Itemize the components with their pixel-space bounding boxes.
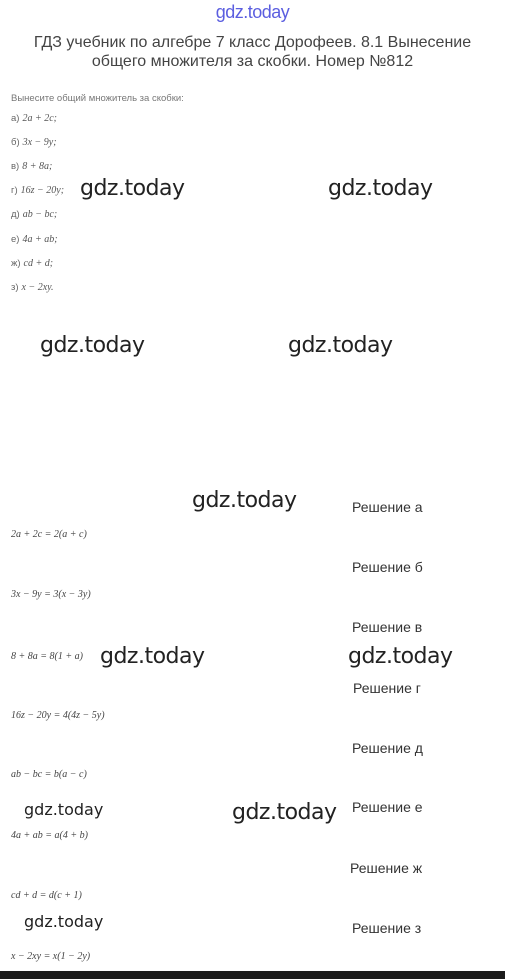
bottom-bar [0, 971, 505, 979]
solution-expression: x − 2xy = x(1 − 2y) [11, 951, 91, 962]
solution-heading: Решение е [352, 799, 423, 815]
solution-heading: Решение а [352, 499, 423, 515]
task-item-expression: ab − bc; [22, 209, 58, 220]
task-item [11, 185, 64, 196]
task-item-expression: cd + d; [23, 258, 54, 269]
solution-expression: 2a + 2c = 2(a + c) [11, 529, 87, 540]
watermark: gdz.today [24, 912, 104, 931]
solution-expression: 8 + 8a = 8(1 + a) [11, 651, 83, 662]
watermark: gdz.today [288, 333, 393, 358]
solution-expression: ab − bc = b(a − c) [11, 769, 87, 780]
task-item [11, 137, 57, 148]
solution-heading: Решение д [352, 740, 423, 756]
task-item-label: в) [11, 161, 20, 172]
task-item [11, 113, 57, 124]
task-item [11, 209, 57, 220]
task-item-label: г) [11, 185, 18, 196]
solution-expression: 4a + ab = a(4 + b) [11, 830, 88, 841]
task-item-expression: 2a + 2c; [22, 113, 57, 124]
task-item-label: б) [11, 137, 20, 148]
solution-expression: cd + d = d(c + 1) [11, 890, 82, 901]
task-item-label: е) [11, 234, 20, 245]
watermark: gdz.today [232, 800, 337, 825]
solution-heading: Решение б [352, 559, 423, 575]
solution-expression: 16z − 20y = 4(4z − 5y) [11, 710, 105, 721]
task-item-expression: 4a + ab; [22, 234, 58, 245]
task-item [11, 258, 53, 269]
watermark: gdz.today [348, 644, 453, 669]
task-item [11, 161, 52, 172]
task-item-expression: 3x − 9y; [22, 137, 57, 148]
task-item-label: ж) [11, 258, 21, 269]
watermark: gdz.today [24, 800, 104, 819]
task-item-label: з) [11, 282, 19, 293]
site-logo[interactable]: gdz.today [215, 2, 290, 22]
task-item-label: д) [11, 209, 20, 220]
page-title: ГДЗ учебник по алгебре 7 класс Дорофеев. 8.1 Вынесение общего множителя за скобки. Номер №812 [33, 34, 472, 70]
solution-heading: Решение з [352, 920, 422, 936]
solution-heading: Решение ж [350, 860, 423, 876]
watermark: gdz.today [40, 333, 145, 358]
solution-heading: Решение г [353, 680, 421, 696]
watermark: gdz.today [80, 176, 185, 201]
watermark: gdz.today [100, 644, 205, 669]
task-item-label: а) [11, 113, 20, 124]
solution-heading: Решение в [352, 619, 423, 635]
task-item [11, 234, 58, 245]
solution-expression: 3x − 9y = 3(x − 3y) [11, 589, 91, 600]
task-prompt: Вынесите общий множитель за скобки: [11, 93, 184, 104]
task-item-expression: 8 + 8a; [22, 161, 53, 172]
task-item-expression: x − 2xy. [21, 282, 54, 293]
task-item [11, 282, 54, 293]
watermark: gdz.today [192, 488, 297, 513]
task-item-expression: 16z − 20y; [20, 185, 65, 196]
watermark: gdz.today [328, 176, 433, 201]
